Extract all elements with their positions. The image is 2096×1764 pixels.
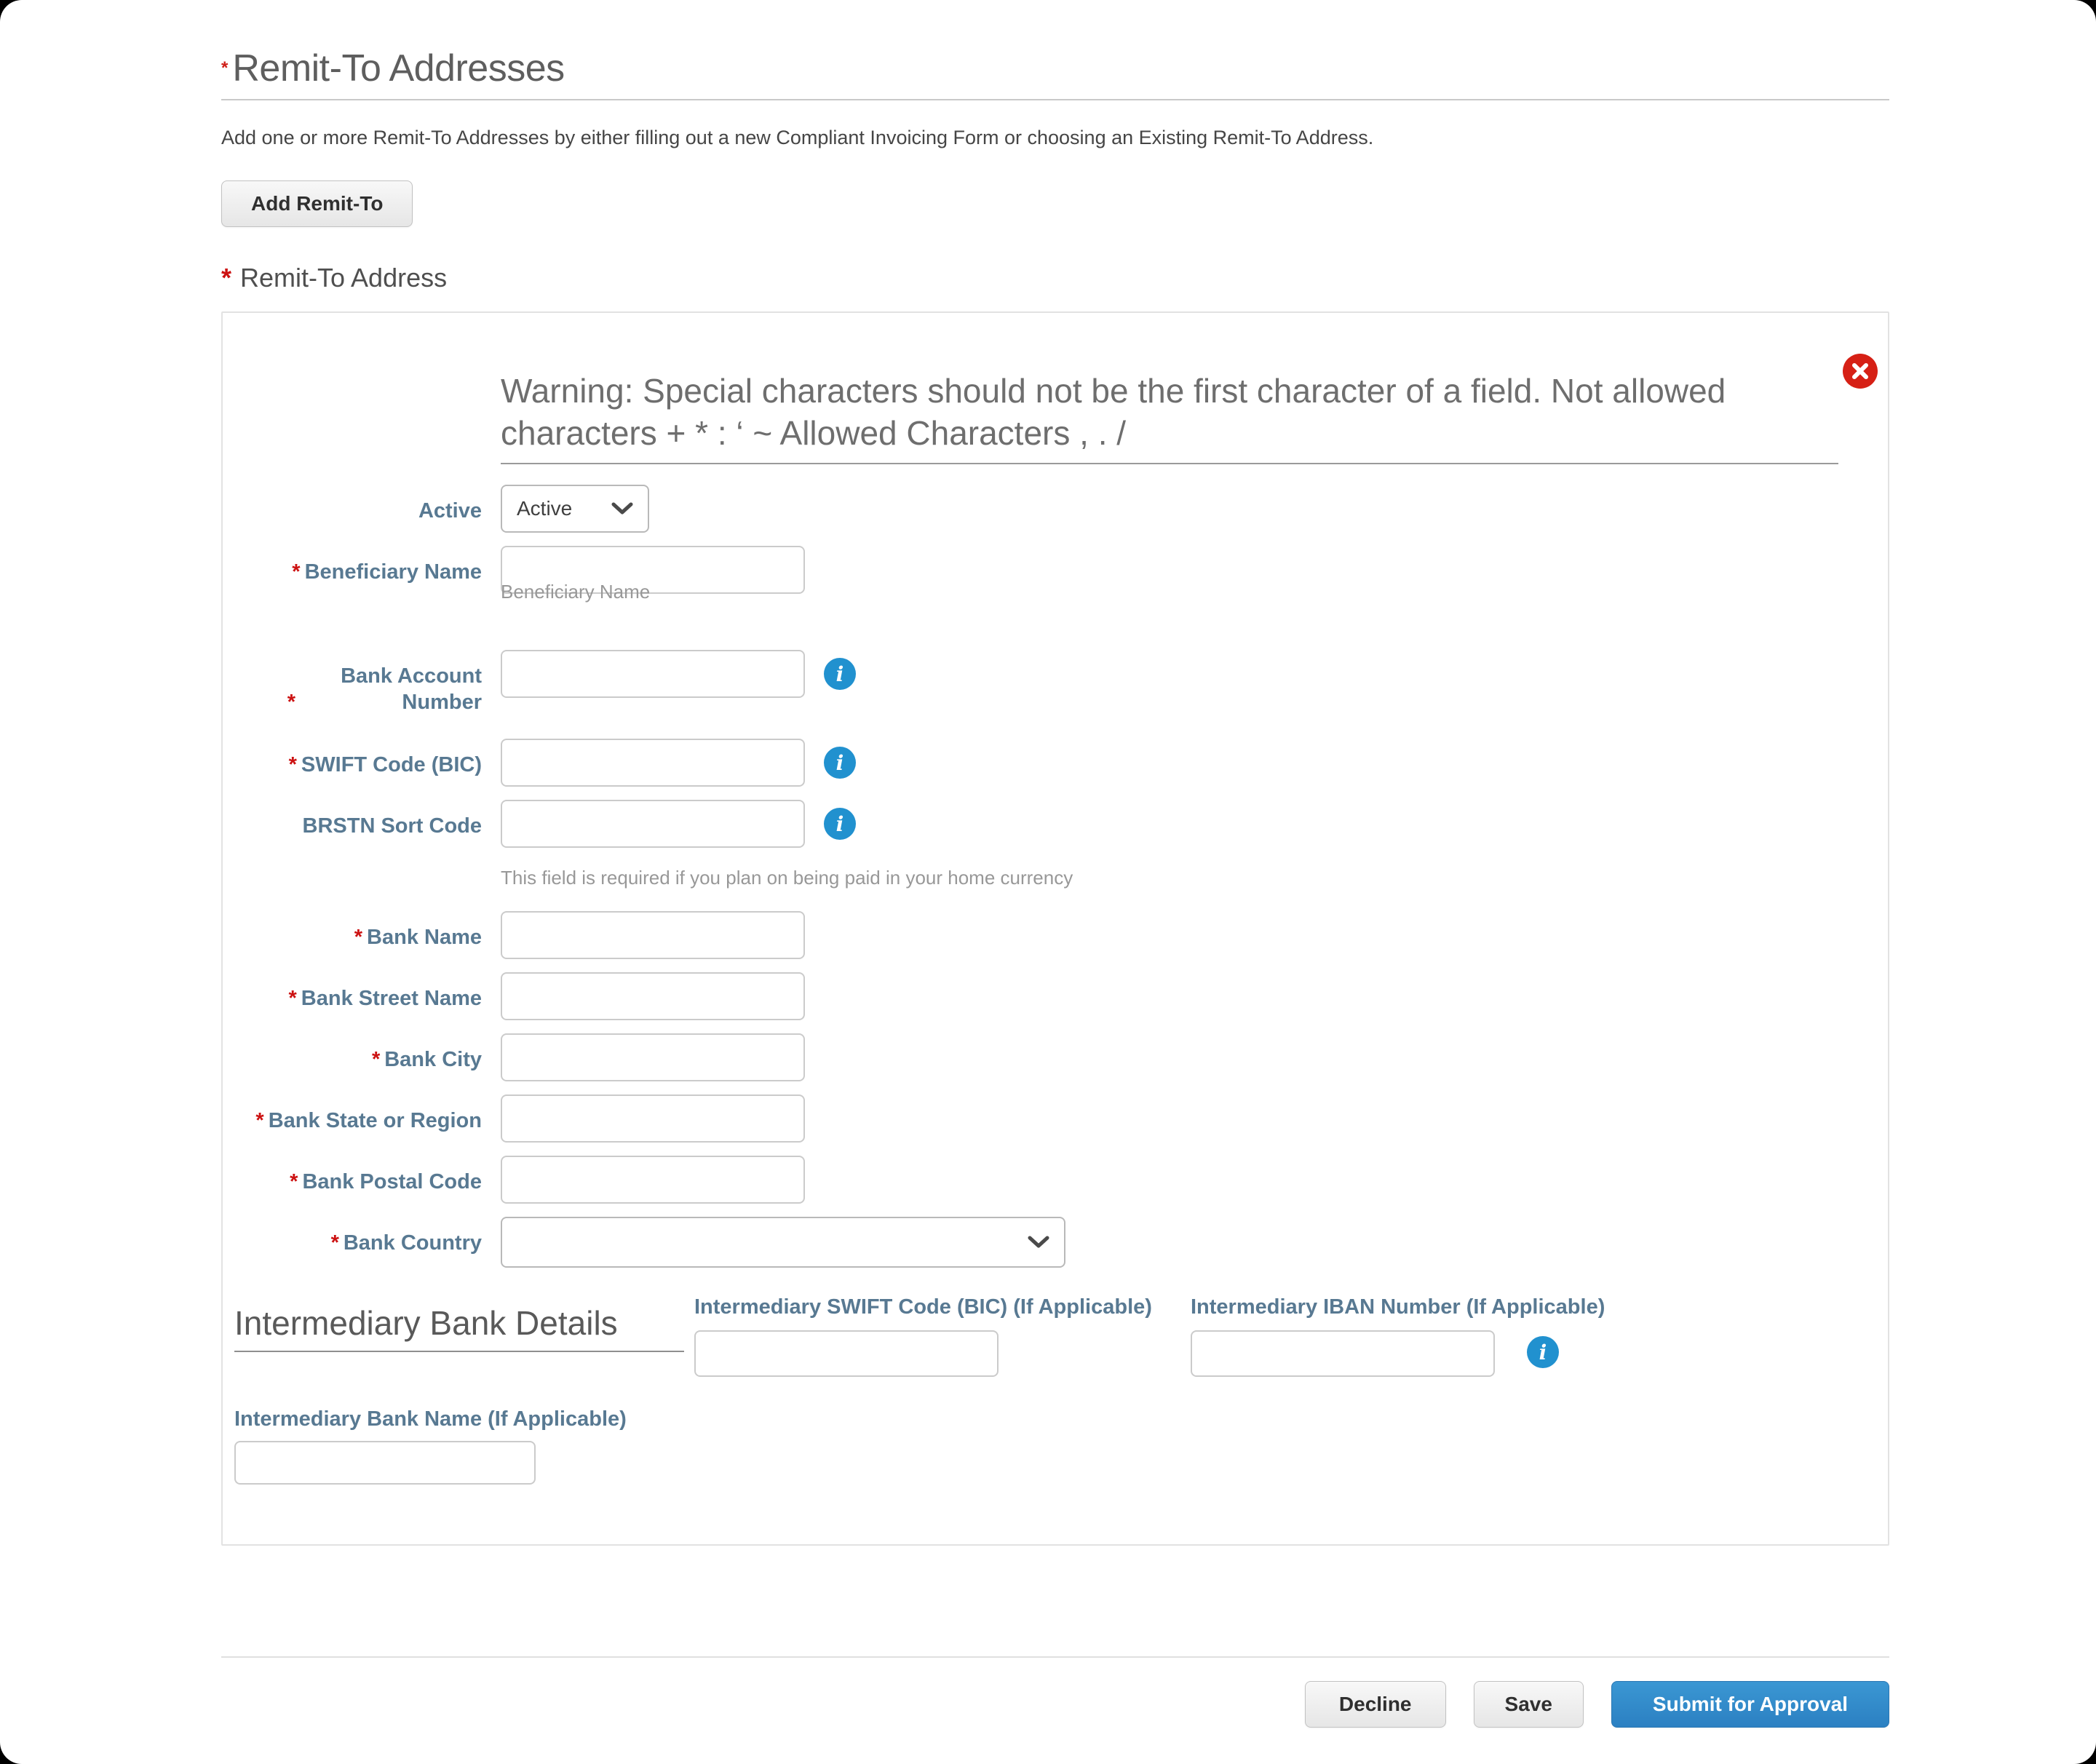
decline-button[interactable]: Decline: [1305, 1681, 1446, 1728]
page-title: Remit-To Addresses: [232, 47, 565, 90]
info-icon[interactable]: i: [1527, 1336, 1559, 1368]
warning-banner: [501, 370, 1838, 464]
required-asterisk: *: [221, 263, 232, 293]
swift-code-label: [223, 739, 482, 778]
label-text: BRSTN Sort Code: [302, 814, 482, 838]
field-row-bank-state: [223, 1094, 1888, 1144]
bank-state-input[interactable]: [501, 1094, 805, 1143]
submit-for-approval-button[interactable]: Submit for Approval: [1611, 1681, 1889, 1728]
required-asterisk: *: [354, 926, 363, 949]
label-text: Bank Name: [367, 926, 482, 949]
info-icon[interactable]: i: [824, 747, 856, 779]
field-row-bank-city: [223, 1033, 1888, 1083]
active-select[interactable]: [501, 485, 649, 533]
info-icon[interactable]: i: [824, 658, 856, 690]
intermediary-bank-details-section: [223, 1295, 1888, 1522]
swift-code-input[interactable]: [501, 739, 805, 787]
brstn-sort-code-label: [223, 800, 482, 839]
active-control: [501, 485, 649, 533]
field-row-bank-country: [223, 1217, 1888, 1268]
bank-street-name-input[interactable]: [501, 972, 805, 1020]
footer-divider: [221, 1656, 1889, 1658]
intermediary-bank-name-input[interactable]: [234, 1441, 536, 1485]
field-row-bank-name: [223, 911, 1888, 961]
bank-account-number-label: [223, 650, 482, 715]
field-row-bank-street-name: [223, 972, 1888, 1022]
brstn-sort-code-hint: This field is required if you plan on being paid in your home currency: [501, 867, 1073, 889]
bank-postal-code-control: [501, 1156, 805, 1204]
bank-country-control: [501, 1217, 1065, 1268]
bank-street-name-label: [223, 972, 482, 1012]
field-row-swift-code: [223, 739, 1888, 788]
field-row-bank-postal-code: [223, 1156, 1888, 1205]
field-row-active: [223, 485, 1888, 534]
add-remit-to-button[interactable]: Add Remit-To: [221, 180, 413, 227]
label-text: Beneficiary Name: [304, 560, 482, 584]
required-asterisk: *: [287, 691, 295, 714]
bank-country-label: [223, 1217, 482, 1256]
save-button[interactable]: Save: [1474, 1681, 1584, 1728]
bank-account-number-control: [501, 650, 856, 698]
bank-state-label: [223, 1094, 482, 1134]
active-label: [223, 485, 482, 524]
bank-account-number-input[interactable]: [501, 650, 805, 698]
section-title: Remit-To Address: [240, 263, 448, 293]
label-text: Active: [418, 499, 482, 523]
chevron-down-icon: [611, 502, 633, 515]
required-asterisk: *: [290, 1170, 298, 1193]
brstn-sort-code-input[interactable]: [501, 800, 805, 848]
label-text: SWIFT Code (BIC): [301, 753, 482, 776]
label-text: Bank State or Region: [268, 1109, 482, 1132]
label-text: Bank Account Number: [341, 664, 482, 714]
field-row-brstn-sort-code: [223, 800, 1888, 849]
swift-code-control: [501, 739, 856, 787]
intermediary-iban-label: Intermediary IBAN Number (If Applicable): [1191, 1295, 1605, 1319]
label-text: Bank City: [384, 1048, 482, 1071]
bank-postal-code-label: [223, 1156, 482, 1195]
chevron-down-icon: [1028, 1236, 1049, 1249]
beneficiary-name-hint: Beneficiary Name: [501, 581, 651, 603]
label-text: Bank Postal Code: [302, 1170, 482, 1193]
bank-postal-code-input[interactable]: [501, 1156, 805, 1204]
required-asterisk: *: [255, 1109, 264, 1132]
remit-to-address-form: [221, 311, 1889, 1546]
content: [221, 0, 1889, 1728]
field-rows: [223, 485, 1888, 1268]
intermediary-iban-input[interactable]: [1191, 1330, 1495, 1377]
label-text: Bank Street Name: [301, 987, 482, 1010]
page-title-row: [221, 48, 1889, 89]
required-asterisk: *: [221, 58, 229, 78]
warning-text: Warning: Special characters should not be the first character of a field. Not allowed characters + * : ‘ ~ Allowed Characters , . /: [501, 372, 1726, 452]
section-title-row: [221, 262, 1889, 294]
bank-street-name-control: [501, 972, 805, 1020]
action-buttons: [221, 1681, 1889, 1728]
intermediary-swift-label: Intermediary SWIFT Code (BIC) (If Applicable): [694, 1295, 1152, 1319]
bank-city-control: [501, 1033, 805, 1081]
bank-state-control: [501, 1094, 805, 1143]
required-asterisk: *: [371, 1048, 381, 1071]
required-asterisk: *: [292, 560, 301, 584]
x-glyph: [1851, 362, 1869, 380]
intermediary-swift-input[interactable]: [694, 1330, 999, 1377]
field-row-bank-account-number: [223, 650, 1888, 715]
intermediary-bank-name-label: Intermediary Bank Name (If Applicable): [234, 1407, 627, 1431]
required-asterisk: *: [288, 987, 297, 1010]
bank-name-label: [223, 911, 482, 950]
close-icon[interactable]: [1843, 354, 1878, 389]
title-divider: [221, 99, 1889, 100]
bank-country-select[interactable]: [501, 1217, 1065, 1268]
label-text: Bank Country: [343, 1231, 482, 1255]
bank-city-label: [223, 1033, 482, 1073]
page-description: Add one or more Remit-To Addresses by either filling out a new Compliant Invoicing Form or choosing an Existing Remit-To Address.: [221, 127, 1374, 148]
bank-name-control: [501, 911, 805, 959]
info-icon[interactable]: i: [824, 808, 856, 840]
beneficiary-name-label: [223, 546, 482, 585]
required-asterisk: *: [330, 1231, 339, 1255]
brstn-sort-code-control: [501, 800, 856, 848]
bank-city-input[interactable]: [501, 1033, 805, 1081]
required-asterisk: *: [288, 753, 297, 776]
active-selected-value: Active: [517, 497, 573, 520]
intermediary-heading: Intermediary Bank Details: [234, 1303, 684, 1352]
bank-name-input[interactable]: [501, 911, 805, 959]
